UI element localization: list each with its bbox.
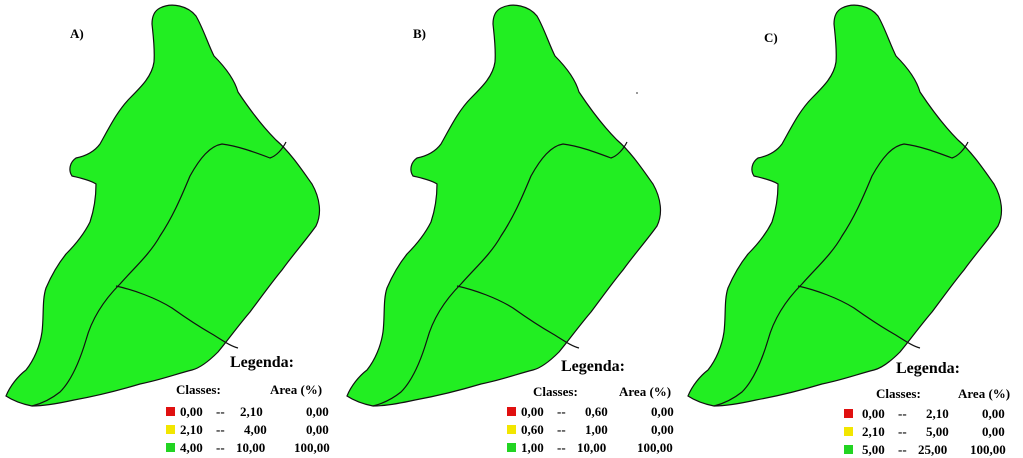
legend-area-value: 100,00 <box>970 442 1006 457</box>
legend-class-to: 0,60 <box>585 404 608 419</box>
legend-area-value: 100,00 <box>637 440 673 455</box>
legend-swatch-red <box>166 407 175 416</box>
legend-class-from: 2,10 <box>862 424 885 439</box>
legend-header-area: Area (%) <box>619 384 672 399</box>
legend-swatch-green <box>166 443 175 452</box>
legend-row <box>507 422 683 438</box>
basin-outline <box>688 5 1001 406</box>
basin-outline <box>347 5 660 406</box>
legend-header-classes: Classes: <box>176 382 221 397</box>
legend-row <box>507 440 683 456</box>
legend-class-sep: -- <box>557 404 566 419</box>
legend-class-from: 0,60 <box>521 422 544 437</box>
legend-area-value: 100,00 <box>294 440 330 455</box>
legend-swatch-yellow <box>844 427 853 436</box>
legend-area-value: 0,00 <box>651 422 674 437</box>
legend-area-value: 0,00 <box>982 406 1005 421</box>
legend-class-to: 10,00 <box>236 440 266 455</box>
legend-header-classes: Classes: <box>533 384 578 399</box>
legend-row <box>844 442 1020 458</box>
legend-class-sep: -- <box>216 440 225 455</box>
legend-class-sep: -- <box>557 422 566 437</box>
panel-label: C) <box>764 30 778 45</box>
legend-class-to: 1,00 <box>585 422 608 437</box>
legend-class-to: 10,00 <box>577 440 607 455</box>
legend-title: Legenda: <box>896 360 960 377</box>
legend-row <box>844 406 1020 422</box>
legend-class-sep: -- <box>898 424 907 439</box>
legend-class-from: 1,00 <box>521 440 544 455</box>
legend-class-from: 0,00 <box>521 404 544 419</box>
legend-class-to: 2,10 <box>240 404 263 419</box>
legend-header-area: Area (%) <box>958 386 1011 401</box>
legend-swatch-yellow <box>166 425 175 434</box>
map-panel-a <box>0 0 341 458</box>
legend-class-sep: -- <box>557 440 566 455</box>
legend-class-from: 4,00 <box>180 440 203 455</box>
legend-area-value: 0,00 <box>982 424 1005 439</box>
legend-class-to: 4,00 <box>244 422 267 437</box>
legend-class-from: 0,00 <box>180 404 203 419</box>
map-panel-c <box>682 0 1023 458</box>
legend-class-sep: -- <box>216 404 225 419</box>
legend-row <box>507 404 683 420</box>
legend-swatch-red <box>507 407 516 416</box>
legend-class-sep: -- <box>898 406 907 421</box>
legend-swatch-yellow <box>507 425 516 434</box>
legend-title: Legenda: <box>230 354 294 371</box>
legend-area-value: 0,00 <box>651 404 674 419</box>
legend-class-to: 5,00 <box>926 424 949 439</box>
legend-class-to: 25,00 <box>918 442 948 457</box>
legend-area-value: 0,00 <box>306 422 329 437</box>
legend-row <box>166 422 342 438</box>
stray-mark <box>636 92 638 94</box>
legend-area-value: 0,00 <box>306 404 329 419</box>
legend-header-classes: Classes: <box>876 386 921 401</box>
legend-row <box>844 424 1020 440</box>
map-panel-b <box>341 0 682 458</box>
panel-label: B) <box>413 26 426 41</box>
legend-row <box>166 404 342 420</box>
legend-header-area: Area (%) <box>270 382 323 397</box>
legend-swatch-green <box>507 443 516 452</box>
legend-title: Legenda: <box>561 358 625 375</box>
legend-swatch-green <box>844 445 853 454</box>
basin-outline <box>6 5 319 406</box>
legend-swatch-red <box>844 409 853 418</box>
legend-class-from: 5,00 <box>862 442 885 457</box>
panel-label: A) <box>70 26 84 41</box>
legend-class-from: 2,10 <box>180 422 203 437</box>
legend-class-sep: -- <box>898 442 907 457</box>
legend-row <box>166 440 342 456</box>
legend-class-from: 0,00 <box>862 406 885 421</box>
legend-class-sep: -- <box>216 422 225 437</box>
legend-class-to: 2,10 <box>926 406 949 421</box>
